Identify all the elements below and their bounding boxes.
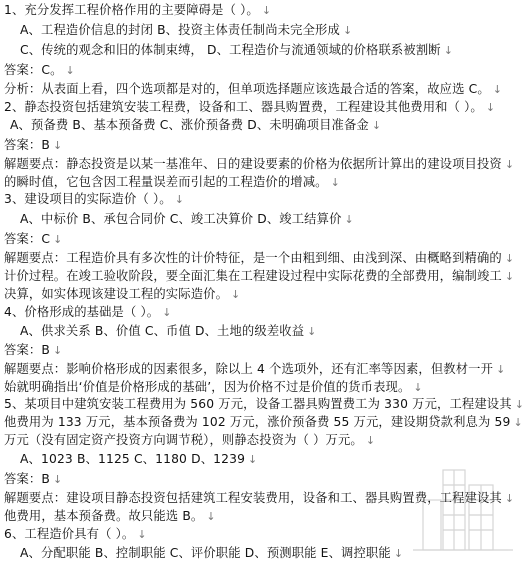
paragraph-mark-icon: ↓ <box>53 233 63 246</box>
paragraph-mark-icon: ↓ <box>231 288 241 301</box>
paragraph-mark-icon: ↓ <box>137 528 147 541</box>
text-line <box>20 451 257 468</box>
line-text: 解题要点：静态投资是以某一基准年、日的建设要素的价格为依据所计算出的建设项目投资 <box>4 157 502 171</box>
paragraph-mark-icon: ↓ <box>413 381 423 394</box>
paragraph-mark-icon: ↓ <box>492 83 503 96</box>
line-text: 5、某项目中建筑安装工程费用为 560 万元，设备工器具购置费工为 330 万元，工程建设其 <box>4 397 512 411</box>
paragraph-mark-icon: ↓ <box>248 453 258 466</box>
line-text: 答案：B <box>4 138 50 152</box>
paragraph-mark-icon: ↓ <box>65 64 75 77</box>
line-text: 答案：B <box>4 472 50 486</box>
line-text: 他费用，基本预备费。故只能选 B。 <box>4 509 204 523</box>
paragraph-mark-icon: ↓ <box>342 24 353 37</box>
paragraph-mark-icon: ↓ <box>206 510 216 523</box>
paragraph-mark-icon: ↓ <box>52 344 63 357</box>
paragraph-mark-icon: ↓ <box>513 416 523 429</box>
paragraph-mark-icon: ↓ <box>52 139 63 152</box>
text-line <box>4 379 423 396</box>
paragraph-mark-icon: ↓ <box>344 213 354 226</box>
line-text: C、传统的观念和旧的体制束缚， D、工程造价与流通领域的价格联系被割断 <box>20 43 441 57</box>
text-line <box>4 174 340 191</box>
line-text: 他费用为 133 万元，基本预备费为 102 万元，涨价预备费 55 万元，建设期贷款利息为 59 <box>4 415 511 429</box>
text-line <box>10 117 381 134</box>
line-text: A、中标价 B、承包合同价 C、竣工决算价 D、竣工结算价 <box>20 212 342 226</box>
text-line <box>4 268 514 285</box>
paragraph-mark-icon: ↓ <box>504 158 515 171</box>
paragraph-mark-icon: ↓ <box>162 306 172 319</box>
text-line <box>4 342 62 359</box>
text-line <box>4 156 514 173</box>
text-line <box>4 137 62 154</box>
paragraph-mark-icon: ↓ <box>485 101 496 114</box>
paragraph-mark-icon: ↓ <box>443 44 454 57</box>
line-text: 决算，如实体现该建设工程的实际造价。 <box>4 287 229 301</box>
line-text: A、1023 B、1125 C、1180 D、1239 <box>20 452 246 466</box>
text-line <box>4 2 271 19</box>
line-text: 解题要点：工程造价具有多次性的计价特征，是一个由粗到细、由浅到深、由概略到精确的 <box>4 251 502 265</box>
line-text: 2、静态投资包括建筑安装工程费，设备和工、器具购置费，工程建设其他费用和（ ）。 <box>4 100 483 114</box>
line-text: 3、建设项目的实际造价（ ）。 <box>4 192 172 206</box>
text-line <box>4 471 62 488</box>
paragraph-mark-icon: ↓ <box>514 398 524 411</box>
line-text: A、分配职能 B、控制职能 C、评价职能 D、预测职能 E、调控职能 <box>20 546 391 560</box>
line-text: 答案：B <box>4 343 50 357</box>
line-text: 的瞬时值，它包含因工程量误差而引起的工程造价的增减。 <box>4 175 328 189</box>
line-text: 分析：从表面上看，四个选项都是对的，但单项选择题应该选最合适的答案，故应选 C。 <box>4 82 490 96</box>
text-line <box>4 490 514 507</box>
line-text: 答案：C <box>4 232 51 246</box>
text-line <box>4 99 495 116</box>
text-line <box>20 42 453 59</box>
line-text: 4、价格形成的基础是（ ）。 <box>4 305 160 319</box>
paragraph-mark-icon: ↓ <box>496 363 506 376</box>
line-text: 1、充分发挥工程价格作用的主要障碍是（ ）。 <box>4 3 259 17</box>
paragraph-mark-icon: ↓ <box>365 434 376 447</box>
paragraph-mark-icon: ↓ <box>52 473 63 486</box>
text-line <box>4 81 502 98</box>
line-text: 解题要点：影响价格形成的因素很多，除以上 4 个选项外，还有汇率等因素，但教材一开 <box>4 362 494 376</box>
text-line <box>20 211 354 228</box>
line-text: A、预备费 B、基本预备费 C、涨价预备费 D、未明确项目准备金 <box>10 118 369 132</box>
paragraph-mark-icon: ↓ <box>307 325 317 338</box>
line-text: A、供求关系 B、价值 C、币值 D、土地的级差收益 <box>20 324 305 338</box>
line-text: 解题要点：建设项目静态投资包括建筑工程安装费用，设备和工、器具购置费，工程建设其 <box>4 491 502 505</box>
paragraph-mark-icon: ↓ <box>393 547 404 560</box>
line-text: 答案：C。 <box>4 63 63 77</box>
line-text: 6、工程造价具有（ ）。 <box>4 527 135 541</box>
text-line <box>4 526 147 543</box>
text-line <box>4 396 524 413</box>
text-line <box>4 231 62 248</box>
paragraph-mark-icon: ↓ <box>371 119 382 132</box>
text-line <box>20 22 352 39</box>
line-text: 计价过程。在竣工验收阶段，要全面汇集在工程建设过程中实际花费的全部费用，编制竣工 <box>4 269 502 283</box>
text-line <box>4 62 75 79</box>
text-line <box>4 191 184 208</box>
line-text: 始就明确指出‘价值是价格形成的基础’，因为价格不过是价值的货币表现。 <box>4 380 411 394</box>
text-line <box>4 286 240 303</box>
text-line <box>4 304 172 321</box>
paragraph-mark-icon: ↓ <box>330 176 340 189</box>
text-line <box>4 432 375 449</box>
text-line <box>4 250 514 267</box>
text-line <box>4 361 505 378</box>
text-line <box>20 323 317 340</box>
line-text: 万元（没有固定资产投资方向调节税），则静态投资为（ ）万元。 <box>4 433 363 447</box>
paragraph-mark-icon: ↓ <box>504 252 515 265</box>
text-line <box>4 508 216 525</box>
paragraph-mark-icon: ↓ <box>261 4 272 17</box>
line-text: A、工程造价信息的封闭 B、投资主体责任制尚未完全形成 <box>20 23 340 37</box>
text-line <box>20 545 403 562</box>
text-line <box>4 414 523 431</box>
paragraph-mark-icon: ↓ <box>174 193 185 206</box>
paragraph-mark-icon: ↓ <box>504 270 515 283</box>
paragraph-mark-icon: ↓ <box>504 492 515 505</box>
